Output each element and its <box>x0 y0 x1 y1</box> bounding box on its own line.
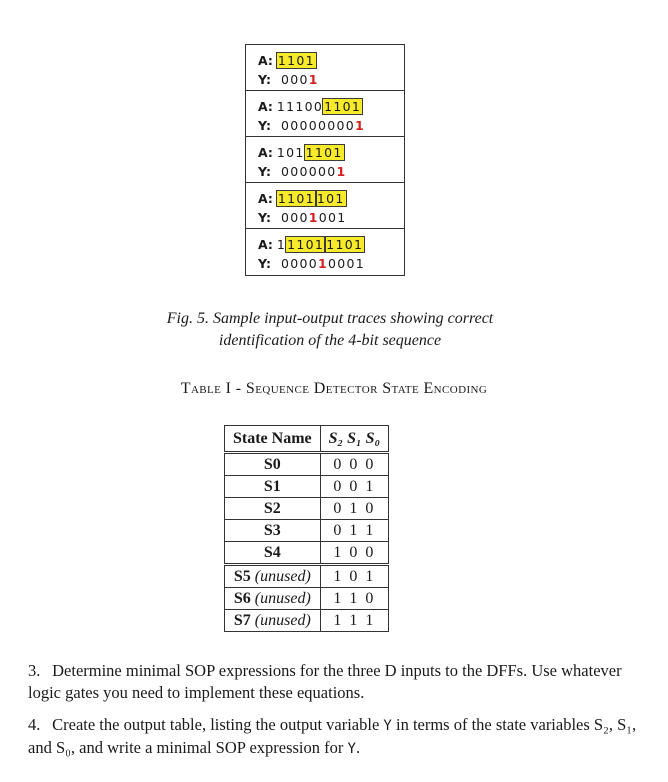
state-code-cell: 1 1 0 <box>320 588 388 610</box>
table-header-row <box>225 426 389 453</box>
question-text-c: . <box>355 738 361 757</box>
trace-a-prefix: 101 <box>276 145 305 160</box>
state-name-cell <box>225 476 321 498</box>
trace-y-tail: 001 <box>318 210 347 225</box>
trace-box <box>246 91 404 137</box>
state-name: S4 <box>263 544 281 561</box>
trace-a-highlight: 1101 <box>324 99 362 114</box>
trace-y-zeros: 0000 <box>280 256 318 271</box>
trace-y-zeros: 000 <box>280 210 309 225</box>
trace-y-detect: 1 <box>355 118 365 133</box>
output-var: Y <box>347 741 356 757</box>
trace-a-label: A: <box>258 99 273 114</box>
trace-a-highlight: 1101 <box>277 191 315 206</box>
state-name-cell <box>225 610 321 632</box>
trace-y-detect: 1 <box>308 210 319 225</box>
state-name: S5 <box>233 568 251 585</box>
trace-a-label: A: <box>258 191 273 206</box>
trace-a-prefix: 11100 <box>276 99 324 114</box>
trace-y-detect: 1 <box>336 164 347 179</box>
state-name-cell <box>225 520 321 542</box>
state-name-cell <box>225 588 321 610</box>
question-number: 4. <box>28 715 41 734</box>
trace-y-label: Y: <box>258 118 271 133</box>
trace-y-label: Y: <box>258 72 271 87</box>
trace-a-highlight-second: 1101 <box>326 237 364 252</box>
trace-a-highlight: 1101 <box>287 237 325 252</box>
state-name: S7 <box>233 612 251 629</box>
table-row <box>225 610 389 632</box>
question-text-b: in terms of the state variables S₂, S₁, and S₀, and write a minimal SOP expression for <box>28 715 637 757</box>
state-name: S1 <box>263 478 281 495</box>
trace-y-detect: 1 <box>308 72 319 87</box>
header-state-name: State Name <box>225 426 321 453</box>
trace-a-label: A: <box>258 53 273 68</box>
table-row <box>225 498 389 520</box>
header-state-vars: S₂ S₁ S₀ <box>320 426 388 453</box>
output-var: Y <box>383 718 392 734</box>
trace-box <box>246 229 404 275</box>
state-encoding-table <box>224 425 389 632</box>
table-row <box>225 565 389 588</box>
state-name: S3 <box>263 522 281 539</box>
table-row <box>225 588 389 610</box>
state-name-cell <box>225 498 321 520</box>
trace-box <box>246 45 404 91</box>
table-row <box>225 542 389 565</box>
state-code-cell: 0 0 0 <box>320 453 388 476</box>
trace-box <box>246 183 404 229</box>
state-name-cell <box>225 565 321 588</box>
trace-y-label: Y: <box>258 210 271 225</box>
trace-a-label: A: <box>258 145 273 160</box>
trace-a-highlight-overlap: 101 <box>316 191 345 206</box>
state-name: S0 <box>263 456 281 473</box>
table-title: Table I - Sequence Detector State Encoding <box>180 380 488 397</box>
trace-a-highlight: 1101 <box>277 53 315 68</box>
question-text: Determine minimal SOP expressions for the three D inputs to the DFFs. Use whatever logic gates you need to implement these equations. <box>28 661 622 702</box>
trace-box <box>246 137 404 183</box>
state-code-cell: 1 0 0 <box>320 542 388 565</box>
trace-y-label: Y: <box>258 256 271 271</box>
trace-figure <box>245 44 405 276</box>
state-code-cell: 1 1 1 <box>320 610 388 632</box>
unused-tag: (unused) <box>254 612 311 629</box>
trace-y-detect: 1 <box>317 256 328 271</box>
table-row <box>225 520 389 542</box>
trace-y-zeros: 000000 <box>280 164 337 179</box>
state-name: S6 <box>233 590 251 607</box>
question-number: 3. <box>28 661 41 680</box>
state-name: S2 <box>263 500 281 517</box>
trace-y-tail: 0001 <box>327 256 365 271</box>
state-code-cell: 0 1 1 <box>320 520 388 542</box>
state-code-cell: 1 0 1 <box>320 565 388 588</box>
state-name-cell <box>225 453 321 476</box>
trace-a-label: A: <box>258 237 273 252</box>
state-code-cell: 0 0 1 <box>320 476 388 498</box>
trace-y-zeros: 00000000 <box>280 118 355 133</box>
trace-a-highlight: 1101 <box>305 145 343 160</box>
question-text-a: Create the output table, listing the output variable <box>52 715 384 734</box>
caption-line-1: Fig. 5. Sample input-output traces showing correct <box>166 310 494 327</box>
trace-y-zeros: 000 <box>280 72 309 87</box>
state-name-cell <box>225 542 321 565</box>
trace-a-prefix: 1 <box>276 237 287 252</box>
question-3 <box>28 660 648 704</box>
unused-tag: (unused) <box>254 590 311 607</box>
table-row <box>225 453 389 476</box>
caption-line-2: identification of the 4-bit sequence <box>218 332 442 349</box>
unused-tag: (unused) <box>254 568 311 585</box>
trace-y-label: Y: <box>258 164 271 179</box>
table-row <box>225 476 389 498</box>
question-text <box>28 715 636 757</box>
state-code-cell: 0 1 0 <box>320 498 388 520</box>
question-4 <box>28 714 648 760</box>
figure-caption <box>110 308 550 352</box>
